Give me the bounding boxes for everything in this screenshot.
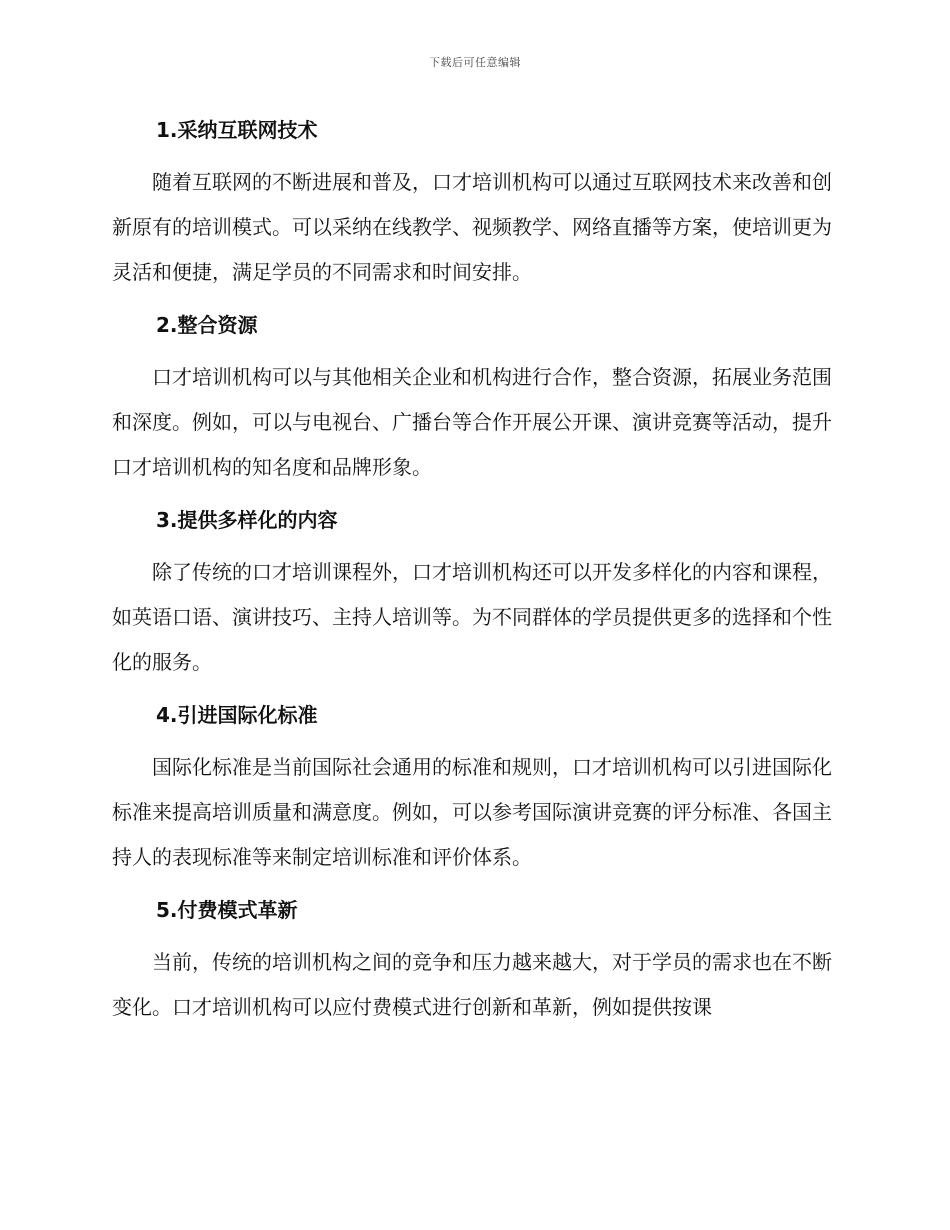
section-paragraph: 随着互联网的不断进展和普及，口才培训机构可以通过互联网技术来改善和创新原有的培训模式。可以采纳在线教学、视频教学、网络直播等方案，使培训更为灵活和便捷，满足学员的不同需求和时间安排。 [112, 170, 832, 284]
section-paragraph: 当前，传统的培训机构之间的竞争和压力越来越大，对于学员的需求也在不断变化。口才培训机构可以应付费模式进行创新和革新，例如提供按课 [112, 950, 832, 1019]
section-5 [112, 892, 832, 1030]
section-2 [112, 307, 832, 490]
document-body [112, 112, 832, 1042]
section-paragraph: 国际化标准是当前国际社会通用的标准和规则，口才培训机构可以引进国际化标准来提高培训质量和满意度。例如，可以参考国际演讲竞赛的评分标准、各国主持人的表现标准等来制定培训标准和评价体系。 [112, 755, 832, 869]
section-paragraph: 除了传统的口才培训课程外，口才培训机构还可以开发多样化的内容和课程，如英语口语、演讲技巧、主持人培训等。为不同群体的学员提供更多的选择和个性化的服务。 [112, 560, 832, 674]
section-3 [112, 502, 832, 685]
section-heading: 1.采纳互联网技术 [156, 118, 318, 142]
section-heading: 2.整合资源 [156, 313, 258, 337]
section-heading: 5.付费模式革新 [156, 898, 298, 922]
page-header: 下载后可任意编辑 [429, 56, 521, 69]
section-paragraph: 口才培训机构可以与其他相关企业和机构进行合作，整合资源，拓展业务范围和深度。例如，可以与电视台、广播台等合作开展公开课、演讲竞赛等活动，提升口才培训机构的知名度和品牌形象。 [112, 365, 832, 479]
section-4 [112, 697, 832, 880]
section-1 [112, 112, 832, 295]
section-heading: 4.引进国际化标准 [156, 703, 318, 727]
section-heading: 3.提供多样化的内容 [156, 508, 338, 532]
